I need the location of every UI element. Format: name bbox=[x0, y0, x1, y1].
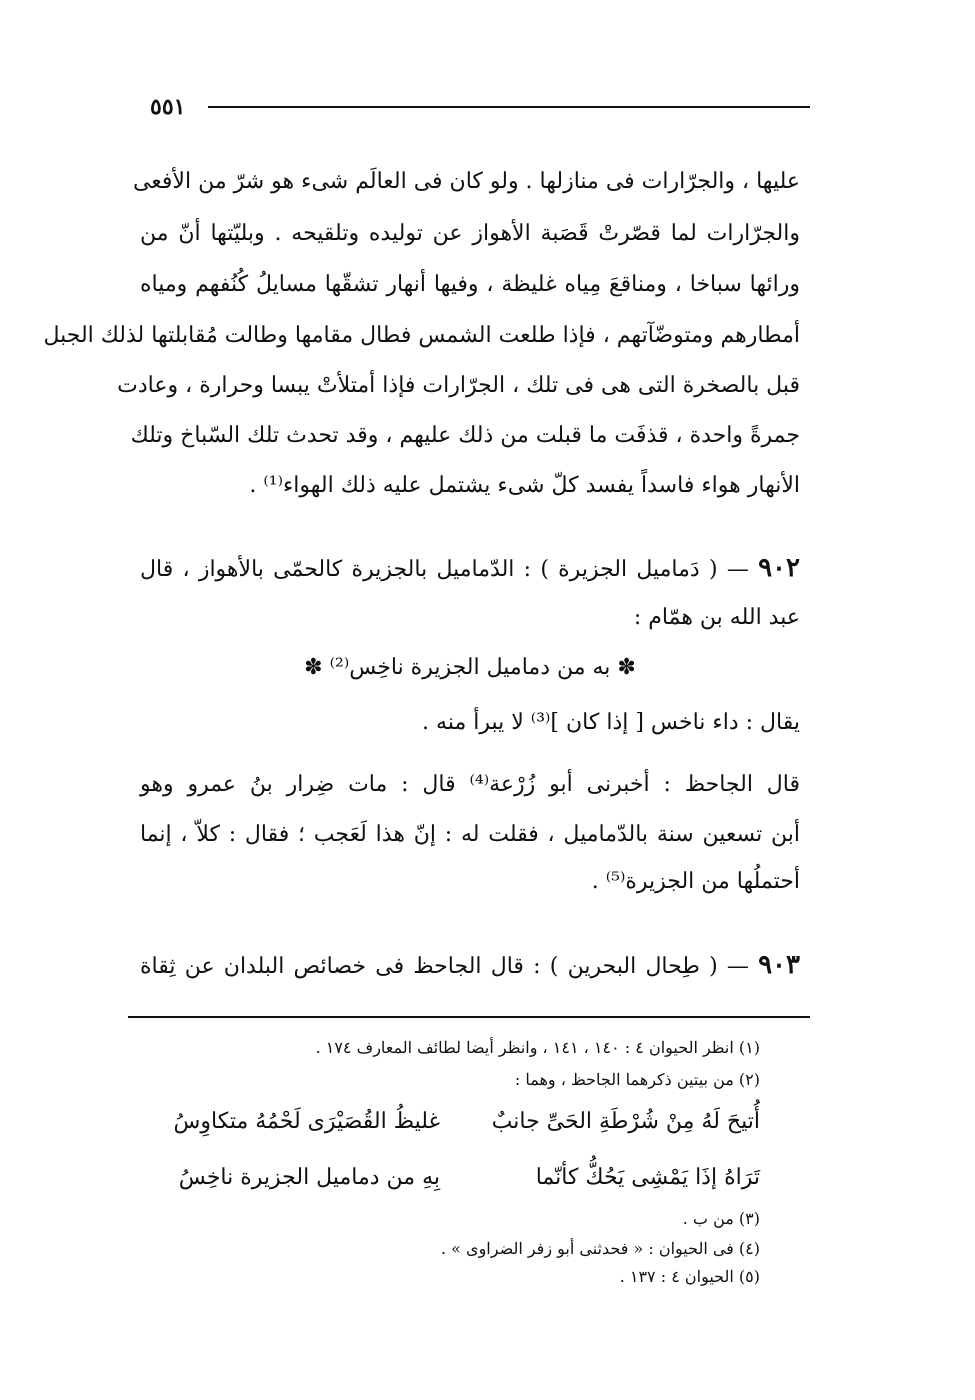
entry-902-line: قال الجاحظ : أخبرنى أبو زُرْعة⁽⁴⁾ قال : مات ضِرار بنُ عمرو وهو bbox=[140, 772, 800, 797]
footnote-verse-1 bbox=[150, 1100, 760, 1144]
page-number: ٥٥١ bbox=[150, 94, 186, 120]
footnote-verse-2 bbox=[150, 1156, 760, 1200]
entry-902-heading bbox=[140, 548, 800, 590]
header-rule bbox=[208, 106, 810, 108]
page-header bbox=[150, 92, 810, 122]
verse-2-first-hemistich: تَرَاهُ إذَا يَمْشِى يَحُكُّ كأنّما bbox=[535, 1165, 760, 1190]
footnote-5: (٥) الحيوان ٤ : ١٣٧ . bbox=[619, 1267, 760, 1286]
verse-2-second-hemistich: بِهِ من دماميل الجزيرة ناخِسُ bbox=[178, 1165, 440, 1190]
verse-1-first-hemistich: أُتيحَ لَهُ مِنْ شُرْطَةِ الحَىِّ جانبٌ bbox=[491, 1109, 760, 1134]
entry-902-line: أبن تسعين سنة بالدّماميل ، فقلت له : إنّ هذا لَعَجب ؛ فقال : كلاّ ، إنما bbox=[140, 822, 800, 847]
body-line: قبل بالصخرة التى هى فى تلك ، الجرّارات فإذا أمتلأتْ يبسا وحرارة ، وعادت bbox=[117, 373, 800, 398]
footnote-3: (٣) من ب . bbox=[682, 1209, 760, 1228]
footnote-rule bbox=[128, 1016, 810, 1018]
footnote-2: (٢) من بيتين ذكرهما الجاحظ ، وهما : bbox=[514, 1070, 760, 1089]
entry-903-heading bbox=[140, 945, 800, 987]
entry-902-line: عبد الله بن همّام : bbox=[633, 605, 800, 630]
verse-1-second-hemistich: غليظُ القُصَيْرَى لَحْمُهُ متكاوِسُ bbox=[173, 1109, 440, 1134]
body-line: والجرّارات لما قصّرتْ قَصَبة الأهواز عن توليده وتلقيحه . وبليّتها أنّ من bbox=[140, 221, 800, 246]
entry-902-line: أحتملُها من الجزيرة⁽⁵⁾ . bbox=[591, 869, 800, 894]
footnote-4: (٤) فى الحيوان : « فحدثنى أبو زفر الضراوى » . bbox=[441, 1239, 760, 1258]
entry-902-verse: ✽ به من دماميل الجزيرة ناخِس⁽²⁾ ✽ bbox=[304, 655, 636, 680]
entry-902-number: ٩٠٢ bbox=[758, 553, 800, 583]
entry-902-title: — ( دَماميل الجزيرة ) : الدّماميل بالجزيرة كالحمّى بالأهواز ، قال bbox=[140, 557, 749, 582]
entry-902-explain: يقال : داء ناخس [ إذا كان ]⁽³⁾ لا يبرأ منه . bbox=[422, 710, 800, 735]
body-line: ورائها سباخا ، ومناقعَ مِياه غليظة ، وفيها أنهار تشقّها مسايلُ كُنُفهم ومياه bbox=[140, 272, 800, 297]
body-line: الأنهار هواء فاسداً يفسد كلّ شىء يشتمل عليه ذلك الهواء⁽¹⁾ . bbox=[249, 473, 800, 498]
entry-903-number: ٩٠٣ bbox=[758, 950, 800, 980]
body-line: جمرةً واحدة ، قذفَت ما قبلت من ذلك عليهم ، وقد تحدث تلك السّباخ وتلك bbox=[130, 423, 800, 448]
entry-903-title: — ( طِحال البحرين ) : قال الجاحظ فى خصائص البلدان عن ثِقاة bbox=[140, 954, 749, 979]
body-line: عليها ، والجرّارات فى منازلها . ولو كان فى العالَم شىء هو شرّ من الأفعى bbox=[132, 169, 800, 194]
body-line: أمطارهم ومتوضّآتهم ، فإذا طلعت الشمس فطال مقامها وطالت مُقابلتها لذلك الجبل bbox=[43, 323, 800, 348]
footnote-1: (١) انظر الحيوان ٤ : ١٤٠ ، ١٤١ ، وانظر أيضا لطائف المعارف ١٧٤ . bbox=[315, 1038, 760, 1057]
